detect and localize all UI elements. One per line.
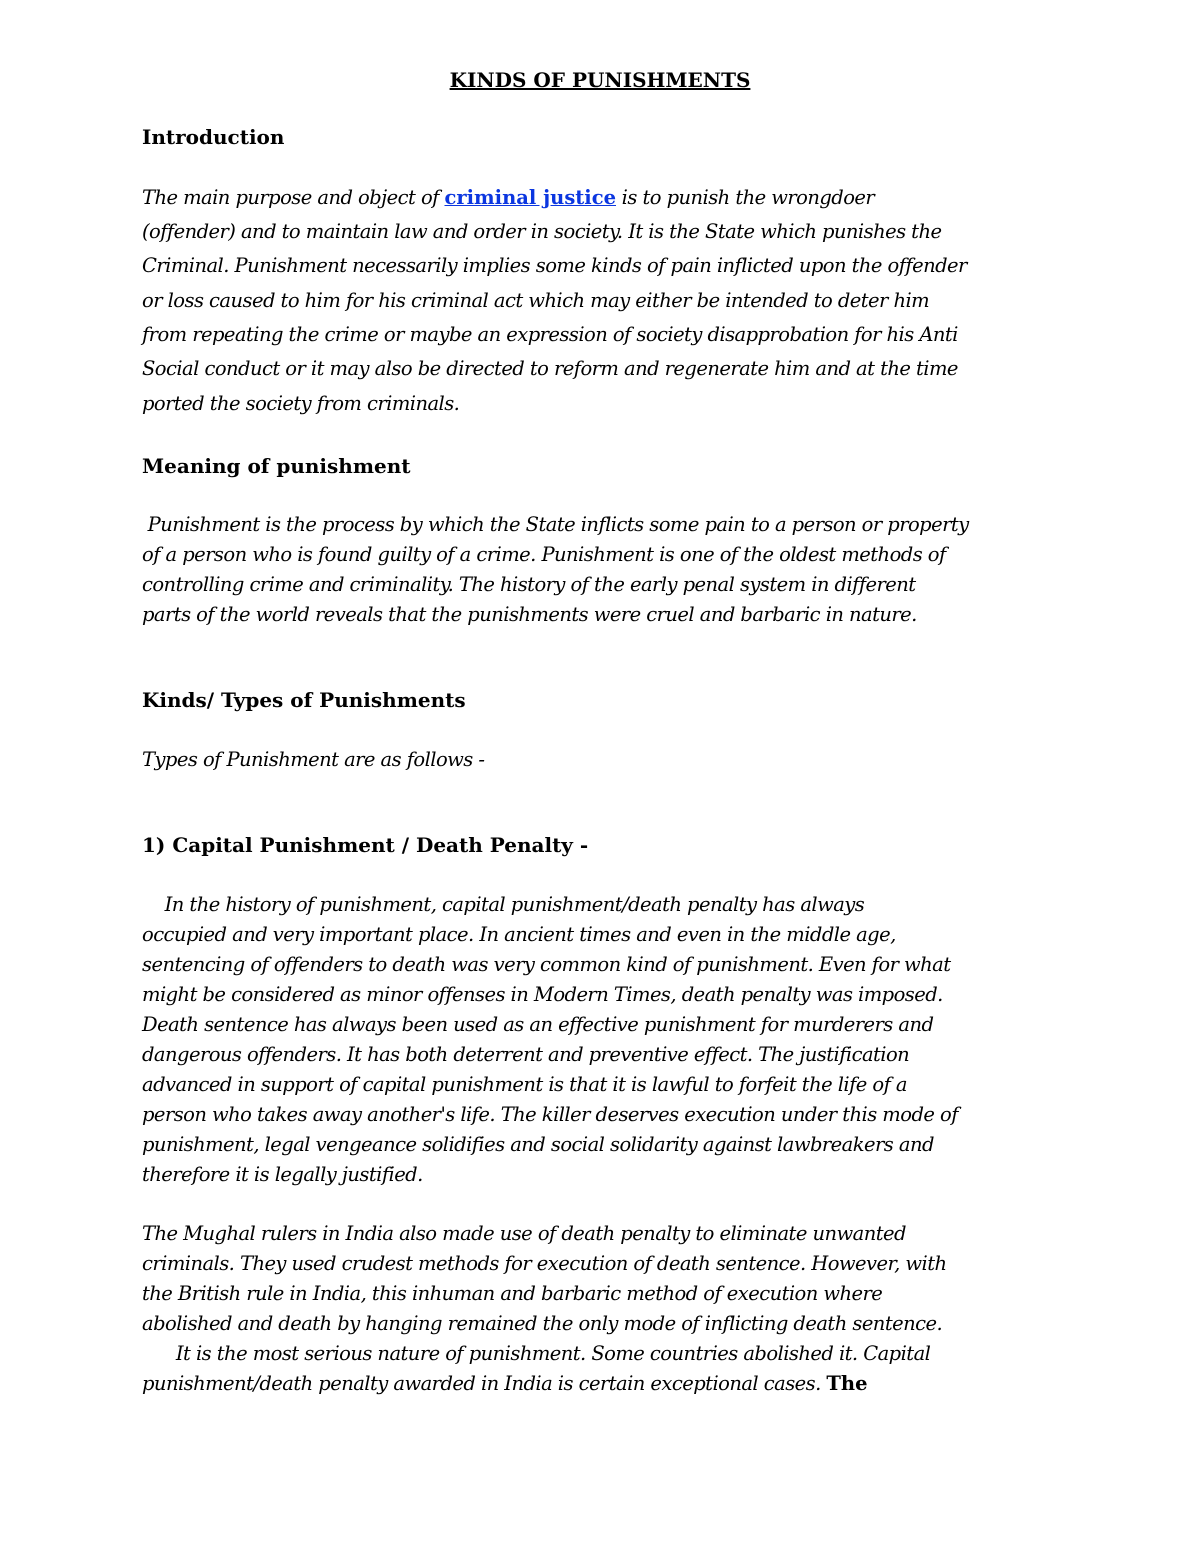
capital-para2-line: abolished and death by hanging remained the only mode of inflicting death sentence. xyxy=(142,1312,943,1335)
intro-heading: Introduction xyxy=(142,125,285,149)
intro-line: (offender) and to maintain law and order in society. It is the State which punishes the xyxy=(142,220,942,243)
meaning-line: of a person who is found guilty of a crime. Punishment is one of the oldest methods of xyxy=(142,543,946,566)
kinds-intro: Types of Punishment are as follows - xyxy=(142,748,485,771)
capital-para2-line: criminals. They used crudest methods for execution of death sentence. However, with xyxy=(142,1252,947,1275)
intro-line: from repeating the crime or maybe an expression of society disapprobation for his Anti xyxy=(142,323,958,346)
criminal-justice-link[interactable]: criminal justice xyxy=(444,186,616,209)
capital-para1-line: punishment, legal vengeance solidifies and social solidarity against lawbreakers and xyxy=(142,1133,934,1156)
capital-heading: 1) Capital Punishment / Death Penalty - xyxy=(142,833,589,857)
capital-para1-line: In the history of punishment, capital punishment/death penalty has always xyxy=(142,893,865,916)
capital-para1-line: might be considered as minor offenses in Modern Times, death penalty was imposed. xyxy=(142,983,943,1006)
intro-line-1-text-before: The main purpose and object of xyxy=(142,186,445,209)
kinds-heading: Kinds/ Types of Punishments xyxy=(142,688,466,712)
document-title: KINDS OF PUNISHMENTS xyxy=(449,68,751,92)
meaning-heading: Meaning of punishment xyxy=(142,454,411,478)
capital-para2-line: It is the most serious nature of punishment. Some countries abolished it. Capital xyxy=(142,1342,931,1365)
capital-para2-line: The Mughal rulers in India also made use of death penalty to eliminate unwanted xyxy=(142,1222,906,1245)
capital-last-line-bold: The xyxy=(826,1372,868,1395)
capital-para1-line: Death sentence has always been used as an effective punishment for murderers and xyxy=(142,1013,934,1036)
intro-line: or loss caused to him for his criminal act which may either be intended to deter him xyxy=(142,289,930,312)
intro-line: ported the society from criminals. xyxy=(142,392,460,415)
capital-para2-line: the British rule in India, this inhuman and barbaric method of execution where xyxy=(142,1282,883,1305)
meaning-line: controlling crime and criminality. The history of the early penal system in different xyxy=(142,573,916,596)
capital-last-line-text: punishment/death penalty awarded in India is certain exceptional cases. xyxy=(142,1372,827,1395)
capital-para1-line: therefore it is legally justified. xyxy=(142,1163,423,1186)
intro-line-1 xyxy=(142,181,874,215)
capital-para1-line: occupied and very important place. In ancient times and even in the middle age, xyxy=(142,923,896,946)
capital-para1-line: sentencing of offenders to death was very common kind of punishment. Even for what xyxy=(142,953,951,976)
capital-last-line xyxy=(142,1369,868,1399)
capital-para1-line: advanced in support of capital punishment is that it is lawful to forfeit the life of a xyxy=(142,1073,907,1096)
intro-line: Criminal. Punishment necessarily implies some kinds of pain inflicted upon the offender xyxy=(142,254,967,277)
meaning-line: parts of the world reveals that the punishments were cruel and barbaric in nature. xyxy=(142,603,917,626)
meaning-line: Punishment is the process by which the State inflicts some pain to a person or property xyxy=(142,513,969,536)
capital-para1-line: person who takes away another's life. The killer deserves execution under this mode of xyxy=(142,1103,958,1126)
intro-line: Social conduct or it may also be directed to reform and regenerate him and at the time xyxy=(142,357,958,380)
intro-line-1-text-after: is to punish the wrongdoer xyxy=(616,186,875,209)
capital-para1-line: dangerous offenders. It has both deterrent and preventive effect. The justification xyxy=(142,1043,910,1066)
